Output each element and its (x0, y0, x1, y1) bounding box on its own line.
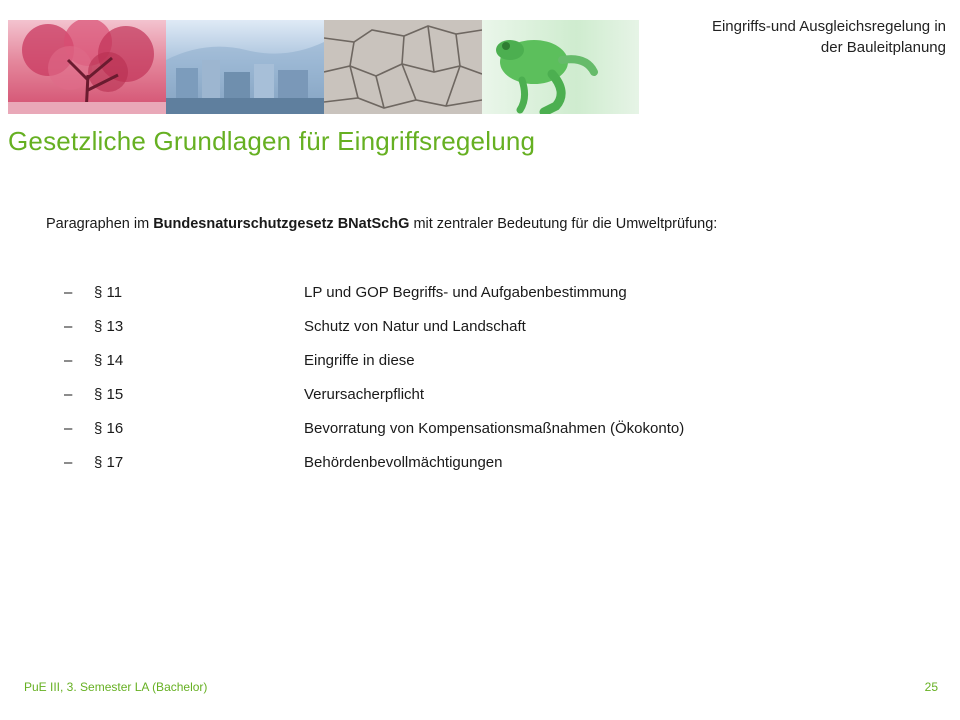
intro-law-name: Bundesnaturschutzgesetz BNatSchG (153, 216, 410, 232)
dash-bullet: – (64, 318, 73, 335)
presentation-title-line1: Eingriffs-und Ausgleichsregelung in (711, 18, 946, 35)
intro-prefix: Paragraphen im (46, 216, 154, 232)
tree-image (8, 20, 166, 114)
dash-bullet: – (64, 352, 73, 369)
header-banner (8, 20, 639, 114)
page-number: 25 (924, 680, 938, 694)
intro-suffix: mit zentraler Bedeutung für die Umweltprüfung: (409, 216, 718, 232)
slide-title: Gesetzliche Grundlagen für Eingriffsregelung (8, 126, 536, 156)
dash-bullet: – (64, 454, 73, 471)
section-description: Schutz von Natur und Landschaft (304, 318, 526, 335)
frog-image (482, 20, 639, 114)
village-image (166, 20, 324, 114)
dash-bullet: – (64, 284, 73, 301)
footer-course: PuE III, 3. Semester LA (Bachelor) (24, 680, 208, 694)
intro-text (46, 216, 717, 232)
section-description: Verursacherpflicht (304, 386, 425, 403)
section-number: § 17 (94, 454, 124, 471)
section-number: § 16 (94, 420, 124, 437)
dash-bullet: – (64, 386, 73, 403)
section-number: § 13 (94, 318, 124, 335)
section-description: Behördenbevollmächtigungen (304, 454, 503, 471)
dash-bullet: – (64, 420, 73, 437)
presentation-title (626, 16, 946, 58)
section-number: § 15 (94, 386, 124, 403)
section-description: Eingriffe in diese (304, 352, 415, 369)
section-description: Bevorratung von Kompensationsmaßnahmen (Ökokonto) (304, 420, 685, 437)
section-number: § 14 (94, 352, 124, 369)
section-description: LP und GOP Begriffs- und Aufgabenbestimmung (304, 284, 627, 301)
section-number: § 11 (94, 284, 123, 301)
cracked-earth-image (324, 20, 482, 114)
presentation-title-line2: der Bauleitplanung (820, 39, 946, 56)
